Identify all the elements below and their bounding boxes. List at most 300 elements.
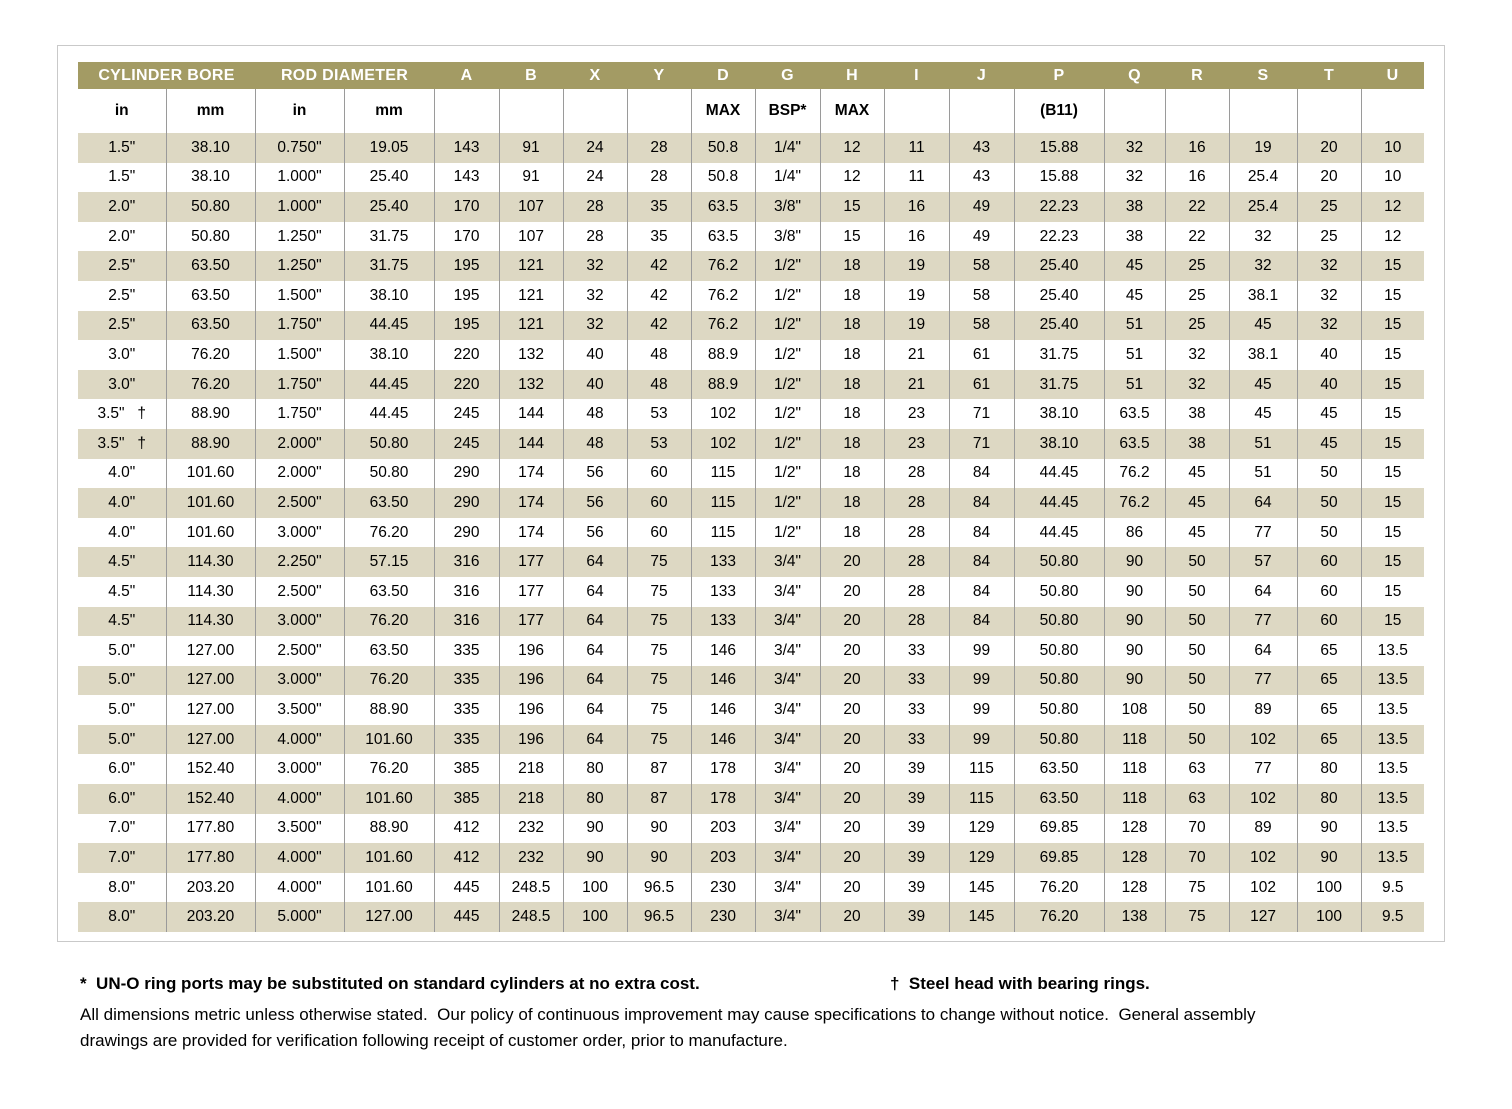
table-cell: 75 xyxy=(1165,873,1229,903)
disclaimer-text xyxy=(80,1002,1380,1054)
table-cell: 89 xyxy=(1229,814,1297,844)
table-cell: 64 xyxy=(563,577,627,607)
table-cell: 63.5 xyxy=(691,222,755,252)
table-cell: 22.23 xyxy=(1014,192,1104,222)
table-cell: 25.4 xyxy=(1229,192,1297,222)
table-cell: 50 xyxy=(1297,459,1361,489)
table-cell: 76.2 xyxy=(1104,488,1165,518)
table-cell: 127.00 xyxy=(166,695,255,725)
table-cell: 51 xyxy=(1104,311,1165,341)
table-cell: 2.500" xyxy=(255,577,344,607)
table-cell: 90 xyxy=(563,814,627,844)
table-cell: 61 xyxy=(949,340,1014,370)
table-cell: 20 xyxy=(1297,133,1361,163)
table-cell: 38 xyxy=(1104,222,1165,252)
table-cell: 196 xyxy=(499,695,563,725)
subheader-cell-12 xyxy=(949,89,1014,133)
table-cell: 84 xyxy=(949,607,1014,637)
table-cell: 152.40 xyxy=(166,784,255,814)
table-cell: 13.5 xyxy=(1361,695,1424,725)
table-cell: 18 xyxy=(820,311,884,341)
table-cell: 99 xyxy=(949,666,1014,696)
table-cell: 0.750" xyxy=(255,133,344,163)
table-cell: 71 xyxy=(949,429,1014,459)
table-cell: 118 xyxy=(1104,784,1165,814)
table-cell: 118 xyxy=(1104,754,1165,784)
table-cell: 3.0" xyxy=(78,370,166,400)
table-row xyxy=(78,192,1424,222)
table-cell: 49 xyxy=(949,222,1014,252)
table-cell: 20 xyxy=(820,577,884,607)
table-cell: 50.80 xyxy=(1014,547,1104,577)
table-cell: 51 xyxy=(1229,459,1297,489)
table-cell: 15 xyxy=(1361,488,1424,518)
table-cell: 114.30 xyxy=(166,577,255,607)
table-cell: 70 xyxy=(1165,814,1229,844)
disclaimer-line-2: drawings are provided for verification following receipt of customer order, prior to manufacture. xyxy=(80,1031,788,1050)
table-cell: 3/4" xyxy=(755,902,820,932)
table-cell: 18 xyxy=(820,281,884,311)
table-cell: 107 xyxy=(499,192,563,222)
table-cell: 88.90 xyxy=(344,814,434,844)
table-cell: 4.000" xyxy=(255,843,344,873)
table-cell: 445 xyxy=(434,873,499,903)
table-cell: 31.75 xyxy=(1014,340,1104,370)
table-cell: 38 xyxy=(1104,192,1165,222)
subheader-cell-7 xyxy=(627,89,691,133)
table-cell: 63.50 xyxy=(1014,784,1104,814)
footnote-line xyxy=(80,974,1380,998)
table-cell: 132 xyxy=(499,340,563,370)
table-cell: 64 xyxy=(563,636,627,666)
table-row xyxy=(78,695,1424,725)
table-cell: 50 xyxy=(1165,577,1229,607)
table-cell: 80 xyxy=(563,754,627,784)
table-cell: 1/2" xyxy=(755,459,820,489)
table-cell: 60 xyxy=(1297,607,1361,637)
table-cell: 232 xyxy=(499,843,563,873)
table-cell: 143 xyxy=(434,133,499,163)
table-cell: 146 xyxy=(691,636,755,666)
header-cylinder-bore: CYLINDER BORE xyxy=(78,62,255,89)
table-cell: 45 xyxy=(1104,281,1165,311)
table-cell: 63.50 xyxy=(166,311,255,341)
table-cell: 4.5" xyxy=(78,547,166,577)
table-cell: 5.0" xyxy=(78,666,166,696)
table-cell: 146 xyxy=(691,666,755,696)
table-row xyxy=(78,251,1424,281)
table-cell: 33 xyxy=(884,636,949,666)
table-cell: 3/4" xyxy=(755,695,820,725)
table-cell: 44.45 xyxy=(344,370,434,400)
table-cell: 121 xyxy=(499,281,563,311)
table-cell: 18 xyxy=(820,399,884,429)
table-cell: 1.750" xyxy=(255,399,344,429)
table-row xyxy=(78,547,1424,577)
table-row xyxy=(78,873,1424,903)
table-cell: 102 xyxy=(1229,843,1297,873)
table-cell: 87 xyxy=(627,784,691,814)
table-row xyxy=(78,784,1424,814)
table-cell: 101.60 xyxy=(166,518,255,548)
table-cell: 84 xyxy=(949,488,1014,518)
table-cell: 24 xyxy=(563,163,627,193)
table-cell: 2.5" xyxy=(78,281,166,311)
table-cell: 12 xyxy=(1361,222,1424,252)
table-cell: 230 xyxy=(691,873,755,903)
table-cell: 99 xyxy=(949,636,1014,666)
table-cell: 63.50 xyxy=(344,577,434,607)
header-col-T: T xyxy=(1297,62,1361,89)
table-cell: 18 xyxy=(820,370,884,400)
footnotes xyxy=(80,974,1380,1054)
header-col-H: H xyxy=(820,62,884,89)
table-cell: 58 xyxy=(949,311,1014,341)
table-cell: 18 xyxy=(820,251,884,281)
table-cell: 101.60 xyxy=(166,488,255,518)
table-cell: 32 xyxy=(563,281,627,311)
table-cell: 76.20 xyxy=(1014,873,1104,903)
table-cell: 76.20 xyxy=(344,607,434,637)
table-cell: 138 xyxy=(1104,902,1165,932)
table-cell: 195 xyxy=(434,281,499,311)
table-cell: 63.5 xyxy=(1104,399,1165,429)
table-cell: 50.80 xyxy=(166,192,255,222)
table-cell: 75 xyxy=(627,636,691,666)
table-cell: 42 xyxy=(627,311,691,341)
table-row xyxy=(78,459,1424,489)
table-cell: 49 xyxy=(949,192,1014,222)
table-cell: 3.000" xyxy=(255,666,344,696)
table-cell: 40 xyxy=(1297,370,1361,400)
table-cell: 77 xyxy=(1229,518,1297,548)
table-cell: 2.000" xyxy=(255,429,344,459)
table-cell: 195 xyxy=(434,311,499,341)
table-cell: 2.250" xyxy=(255,547,344,577)
header-col-G: G xyxy=(755,62,820,89)
table-cell: 75 xyxy=(627,666,691,696)
table-cell: 45 xyxy=(1297,429,1361,459)
table-cell: 100 xyxy=(1297,902,1361,932)
table-cell: 57 xyxy=(1229,547,1297,577)
table-cell: 69.85 xyxy=(1014,843,1104,873)
table-cell: 50 xyxy=(1165,666,1229,696)
table-row xyxy=(78,754,1424,784)
subheader-cell-11 xyxy=(884,89,949,133)
table-cell: 43 xyxy=(949,133,1014,163)
table-cell: 84 xyxy=(949,518,1014,548)
table-cell: 15.88 xyxy=(1014,163,1104,193)
table-cell: 2.0" xyxy=(78,192,166,222)
table-cell: 8.0" xyxy=(78,873,166,903)
table-cell: 32 xyxy=(1229,222,1297,252)
table-cell: 129 xyxy=(949,814,1014,844)
table-cell: 44.45 xyxy=(344,399,434,429)
table-cell: 245 xyxy=(434,429,499,459)
table-cell: 50.8 xyxy=(691,133,755,163)
table-cell: 28 xyxy=(884,577,949,607)
table-cell: 3.000" xyxy=(255,518,344,548)
table-cell: 22.23 xyxy=(1014,222,1104,252)
table-cell: 245 xyxy=(434,399,499,429)
table-cell: 3.500" xyxy=(255,695,344,725)
table-cell: 50 xyxy=(1165,725,1229,755)
table-cell: 77 xyxy=(1229,754,1297,784)
table-cell: 48 xyxy=(627,370,691,400)
table-cell: 99 xyxy=(949,695,1014,725)
table-cell: 39 xyxy=(884,902,949,932)
table-cell: 38.1 xyxy=(1229,281,1297,311)
table-cell: 28 xyxy=(884,488,949,518)
table-cell: 3/4" xyxy=(755,636,820,666)
table-cell: 33 xyxy=(884,725,949,755)
table-cell: 248.5 xyxy=(499,902,563,932)
table-cell: 53 xyxy=(627,429,691,459)
table-cell: 38.10 xyxy=(344,340,434,370)
table-cell: 20 xyxy=(820,725,884,755)
table-cell: 56 xyxy=(563,488,627,518)
table-cell: 335 xyxy=(434,725,499,755)
table-cell: 143 xyxy=(434,163,499,193)
table-cell: 114.30 xyxy=(166,607,255,637)
table-cell: 28 xyxy=(884,459,949,489)
table-cell: 290 xyxy=(434,518,499,548)
table-cell: 28 xyxy=(627,163,691,193)
table-cell: 178 xyxy=(691,754,755,784)
table-cell: 18 xyxy=(820,518,884,548)
table-cell: 84 xyxy=(949,459,1014,489)
table-cell: 144 xyxy=(499,399,563,429)
table-cell: 115 xyxy=(691,459,755,489)
table-cell: 50 xyxy=(1165,695,1229,725)
table-row xyxy=(78,488,1424,518)
table-cell: 28 xyxy=(563,222,627,252)
table-cell: 32 xyxy=(1297,281,1361,311)
table-cell: 15 xyxy=(1361,281,1424,311)
table-cell: 19 xyxy=(1229,133,1297,163)
table-cell: 19.05 xyxy=(344,133,434,163)
table-cell: 3.5" † xyxy=(78,429,166,459)
table-cell: 20 xyxy=(820,666,884,696)
subheader-cell-13: (B11) xyxy=(1014,89,1104,133)
table-cell: 203 xyxy=(691,843,755,873)
table-cell: 102 xyxy=(1229,784,1297,814)
table-cell: 90 xyxy=(1104,607,1165,637)
table-cell: 178 xyxy=(691,784,755,814)
table-cell: 65 xyxy=(1297,636,1361,666)
table-cell: 50.80 xyxy=(1014,666,1104,696)
table-cell: 76.2 xyxy=(691,281,755,311)
table-cell: 32 xyxy=(563,311,627,341)
table-cell: 1.5" xyxy=(78,163,166,193)
table-row xyxy=(78,399,1424,429)
table-cell: 86 xyxy=(1104,518,1165,548)
table-cell: 101.60 xyxy=(166,459,255,489)
table-row xyxy=(78,902,1424,932)
table-cell: 3/8" xyxy=(755,222,820,252)
table-cell: 335 xyxy=(434,636,499,666)
table-cell: 101.60 xyxy=(344,873,434,903)
table-cell: 133 xyxy=(691,607,755,637)
table-cell: 13.5 xyxy=(1361,784,1424,814)
table-cell: 107 xyxy=(499,222,563,252)
table-cell: 50.80 xyxy=(1014,636,1104,666)
table-cell: 18 xyxy=(820,488,884,518)
table-cell: 64 xyxy=(563,547,627,577)
table-row xyxy=(78,843,1424,873)
table-cell: 100 xyxy=(1297,873,1361,903)
table-cell: 57.15 xyxy=(344,547,434,577)
table-cell: 58 xyxy=(949,251,1014,281)
table-cell: 15 xyxy=(1361,518,1424,548)
table-cell: 25.40 xyxy=(344,192,434,222)
table-cell: 48 xyxy=(563,399,627,429)
spec-table-panel xyxy=(57,45,1445,942)
subheader-cell-15 xyxy=(1165,89,1229,133)
table-cell: 20 xyxy=(820,902,884,932)
table-cell: 15 xyxy=(820,192,884,222)
table-header-row xyxy=(78,62,1424,89)
table-cell: 63.5 xyxy=(1104,429,1165,459)
table-cell: 196 xyxy=(499,666,563,696)
table-cell: 3.000" xyxy=(255,754,344,784)
table-row xyxy=(78,429,1424,459)
table-cell: 3/4" xyxy=(755,814,820,844)
table-cell: 7.0" xyxy=(78,843,166,873)
header-col-U: U xyxy=(1361,62,1424,89)
footnote-dagger: † Steel head with bearing rings. xyxy=(890,974,1150,993)
table-cell: 28 xyxy=(884,607,949,637)
table-cell: 38.1 xyxy=(1229,340,1297,370)
table-cell: 28 xyxy=(627,133,691,163)
table-cell: 3/4" xyxy=(755,725,820,755)
table-cell: 90 xyxy=(1104,666,1165,696)
table-cell: 128 xyxy=(1104,873,1165,903)
table-cell: 15 xyxy=(1361,311,1424,341)
table-row xyxy=(78,607,1424,637)
table-cell: 1/2" xyxy=(755,251,820,281)
table-cell: 24 xyxy=(563,133,627,163)
header-col-R: R xyxy=(1165,62,1229,89)
table-cell: 177 xyxy=(499,577,563,607)
table-cell: 20 xyxy=(820,784,884,814)
table-cell: 42 xyxy=(627,281,691,311)
table-cell: 18 xyxy=(820,340,884,370)
table-cell: 7.0" xyxy=(78,814,166,844)
table-cell: 5.000" xyxy=(255,902,344,932)
table-cell: 60 xyxy=(1297,577,1361,607)
table-cell: 39 xyxy=(884,843,949,873)
table-cell: 132 xyxy=(499,370,563,400)
table-cell: 290 xyxy=(434,488,499,518)
table-cell: 40 xyxy=(1297,340,1361,370)
table-cell: 12 xyxy=(820,133,884,163)
subheader-cell-6 xyxy=(563,89,627,133)
table-cell: 115 xyxy=(691,518,755,548)
table-cell: 2.0" xyxy=(78,222,166,252)
table-cell: 45 xyxy=(1165,488,1229,518)
table-cell: 75 xyxy=(627,695,691,725)
table-cell: 50 xyxy=(1165,607,1229,637)
subheader-cell-5 xyxy=(499,89,563,133)
table-row xyxy=(78,814,1424,844)
table-cell: 102 xyxy=(691,429,755,459)
table-cell: 412 xyxy=(434,843,499,873)
table-cell: 80 xyxy=(563,784,627,814)
table-cell: 1/4" xyxy=(755,163,820,193)
subheader-cell-17 xyxy=(1297,89,1361,133)
subheader-cell-9: BSP* xyxy=(755,89,820,133)
table-cell: 15 xyxy=(1361,340,1424,370)
table-cell: 20 xyxy=(820,814,884,844)
table-cell: 12 xyxy=(1361,192,1424,222)
table-cell: 118 xyxy=(1104,725,1165,755)
table-cell: 133 xyxy=(691,547,755,577)
table-cell: 70 xyxy=(1165,843,1229,873)
table-cell: 25 xyxy=(1165,281,1229,311)
table-cell: 45 xyxy=(1229,399,1297,429)
table-cell: 133 xyxy=(691,577,755,607)
subheader-cell-4 xyxy=(434,89,499,133)
table-cell: 4.5" xyxy=(78,607,166,637)
table-cell: 63.5 xyxy=(691,192,755,222)
table-cell: 1.5" xyxy=(78,133,166,163)
table-cell: 1/2" xyxy=(755,399,820,429)
table-cell: 335 xyxy=(434,695,499,725)
table-cell: 15 xyxy=(1361,399,1424,429)
table-cell: 45 xyxy=(1104,251,1165,281)
table-cell: 4.000" xyxy=(255,873,344,903)
table-cell: 64 xyxy=(563,607,627,637)
table-cell: 64 xyxy=(1229,577,1297,607)
table-cell: 2.500" xyxy=(255,636,344,666)
subheader-cell-2: in xyxy=(255,89,344,133)
table-cell: 316 xyxy=(434,607,499,637)
table-cell: 3/4" xyxy=(755,873,820,903)
table-cell: 385 xyxy=(434,784,499,814)
table-cell: 230 xyxy=(691,902,755,932)
table-cell: 3.500" xyxy=(255,814,344,844)
table-cell: 177.80 xyxy=(166,814,255,844)
header-col-P: P xyxy=(1014,62,1104,89)
table-cell: 60 xyxy=(1297,547,1361,577)
table-cell: 50.80 xyxy=(344,429,434,459)
table-cell: 50 xyxy=(1297,488,1361,518)
table-cell: 39 xyxy=(884,754,949,784)
table-cell: 90 xyxy=(1104,636,1165,666)
table-cell: 248.5 xyxy=(499,873,563,903)
table-cell: 2.5" xyxy=(78,251,166,281)
table-cell: 64 xyxy=(563,666,627,696)
subheader-cell-14 xyxy=(1104,89,1165,133)
table-cell: 50.8 xyxy=(691,163,755,193)
table-cell: 102 xyxy=(691,399,755,429)
table-cell: 1.000" xyxy=(255,163,344,193)
table-cell: 195 xyxy=(434,251,499,281)
table-cell: 38 xyxy=(1165,429,1229,459)
table-cell: 4.000" xyxy=(255,784,344,814)
table-cell: 114.30 xyxy=(166,547,255,577)
table-cell: 177 xyxy=(499,607,563,637)
table-cell: 99 xyxy=(949,725,1014,755)
table-cell: 44.45 xyxy=(1014,488,1104,518)
table-cell: 174 xyxy=(499,518,563,548)
table-cell: 3.000" xyxy=(255,607,344,637)
table-cell: 20 xyxy=(1297,163,1361,193)
table-cell: 25.40 xyxy=(1014,311,1104,341)
table-cell: 203 xyxy=(691,814,755,844)
table-cell: 32 xyxy=(1297,311,1361,341)
